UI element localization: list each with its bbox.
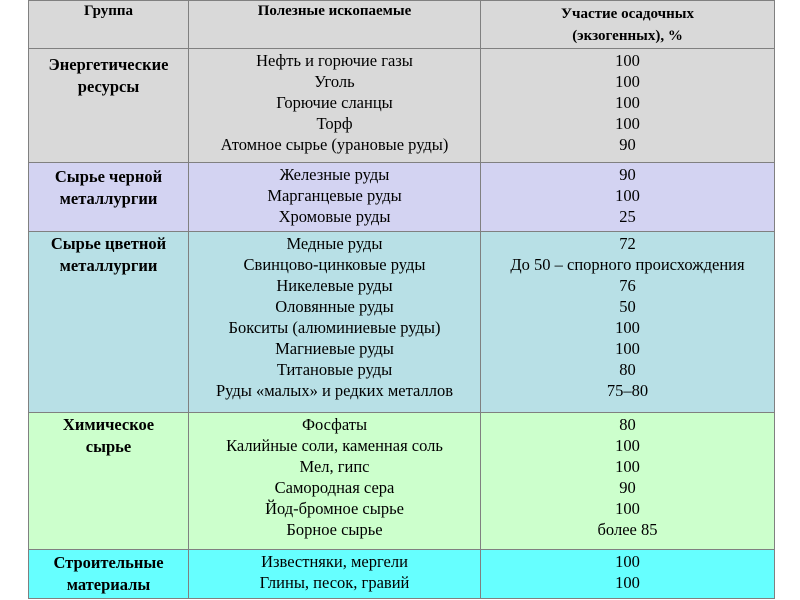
- mineral-item: Оловянные руды: [275, 297, 394, 316]
- share-value: 100: [615, 457, 640, 476]
- share-value: 50: [619, 297, 636, 316]
- group-name-line1: Химическое: [62, 415, 155, 434]
- group-name: [29, 550, 189, 598]
- share-value: 100: [615, 114, 640, 133]
- mineral-item: Самородная сера: [274, 478, 395, 497]
- group-name: [29, 163, 189, 231]
- mineral-item: Медные руды: [286, 234, 383, 253]
- group-name-line2: ресурсы: [77, 77, 140, 96]
- mineral-item: Мел, гипс: [299, 457, 370, 476]
- group-row-ferrous: [29, 163, 774, 232]
- header-minerals: [189, 1, 481, 48]
- mineral-item: Горючие сланцы: [276, 93, 393, 112]
- group-name-line2: металлургии: [59, 189, 158, 208]
- share-value: 100: [615, 339, 640, 358]
- table-header-row: [29, 1, 774, 49]
- share-value: 90: [619, 478, 636, 497]
- minerals-cell: [189, 413, 481, 549]
- header-group: [29, 1, 189, 48]
- shares-cell: [481, 232, 774, 412]
- share-value: 72: [619, 234, 636, 253]
- minerals-cell: [189, 49, 481, 162]
- share-value: 25: [619, 207, 636, 226]
- share-value: 80: [619, 360, 636, 379]
- group-name-line1: Сырье черной: [54, 167, 163, 186]
- group-name-line1: Сырье цветной: [50, 234, 167, 253]
- mineral-item: Атомное сырье (урановые руды): [220, 135, 449, 154]
- header-share: [481, 1, 774, 48]
- mineral-item: Торф: [316, 114, 353, 133]
- mineral-item: Уголь: [314, 72, 355, 91]
- group-name-line2: металлургии: [59, 256, 158, 275]
- mineral-item: Хромовые руды: [278, 207, 391, 226]
- share-value: 76: [619, 276, 636, 295]
- share-value: До 50 – спорного происхождения: [510, 255, 745, 274]
- mineral-item: Известняки, мергели: [261, 552, 408, 571]
- group-name-line2: материалы: [66, 575, 151, 594]
- shares-cell: [481, 163, 774, 231]
- minerals-table: [28, 0, 775, 599]
- header-minerals-label: Полезные ископаемые: [257, 3, 412, 19]
- mineral-item: Бокситы (алюминиевые руды): [228, 318, 441, 337]
- minerals-cell: [189, 232, 481, 412]
- mineral-item: Фосфаты: [301, 415, 368, 434]
- share-value: 100: [615, 51, 640, 70]
- group-name: [29, 49, 189, 162]
- mineral-item: Марганцевые руды: [267, 186, 402, 205]
- share-value: 100: [615, 499, 640, 518]
- minerals-cell: [189, 163, 481, 231]
- share-value: 100: [615, 436, 640, 455]
- mineral-item: Нефть и горючие газы: [256, 51, 413, 70]
- header-share-line1: Участие осадочных: [561, 6, 694, 22]
- share-value: 75–80: [606, 381, 649, 400]
- mineral-item: Борное сырье: [286, 520, 383, 539]
- share-value: 100: [615, 573, 640, 592]
- group-name: [29, 232, 189, 412]
- shares-cell: [481, 550, 774, 598]
- share-value: 90: [619, 165, 636, 184]
- share-value: 80: [619, 415, 636, 434]
- mineral-item: Йод-бромное сырье: [265, 499, 404, 518]
- share-value: 100: [615, 318, 640, 337]
- shares-cell: [481, 413, 774, 549]
- mineral-item: Железные руды: [279, 165, 390, 184]
- share-value: 100: [615, 72, 640, 91]
- mineral-item: Магниевые руды: [275, 339, 394, 358]
- minerals-cell: [189, 550, 481, 598]
- mineral-item: Свинцово-цинковые руды: [243, 255, 426, 274]
- group-name: [29, 413, 189, 549]
- share-value: 100: [615, 552, 640, 571]
- mineral-item: Руды «малых» и редких металлов: [215, 381, 454, 400]
- share-value: более 85: [597, 520, 658, 539]
- mineral-item: Калийные соли, каменная соль: [226, 436, 443, 455]
- share-value: 90: [619, 135, 636, 154]
- group-name-line1: Энергетические: [48, 55, 169, 74]
- mineral-item: Титановые руды: [276, 360, 393, 379]
- shares-cell: [481, 49, 774, 162]
- group-row-construction: [29, 550, 774, 598]
- share-value: 100: [615, 93, 640, 112]
- group-row-energy: [29, 49, 774, 163]
- header-group-label: Группа: [83, 3, 134, 19]
- group-row-chemical: [29, 413, 774, 550]
- group-row-nonferrous: [29, 232, 774, 413]
- group-name-line2: сырье: [85, 437, 132, 456]
- group-name-line1: Строительные: [53, 553, 164, 572]
- header-share-line2: (экзогенных), %: [572, 28, 683, 44]
- mineral-item: Глины, песок, гравий: [259, 573, 410, 592]
- share-value: 100: [615, 186, 640, 205]
- mineral-item: Никелевые руды: [276, 276, 393, 295]
